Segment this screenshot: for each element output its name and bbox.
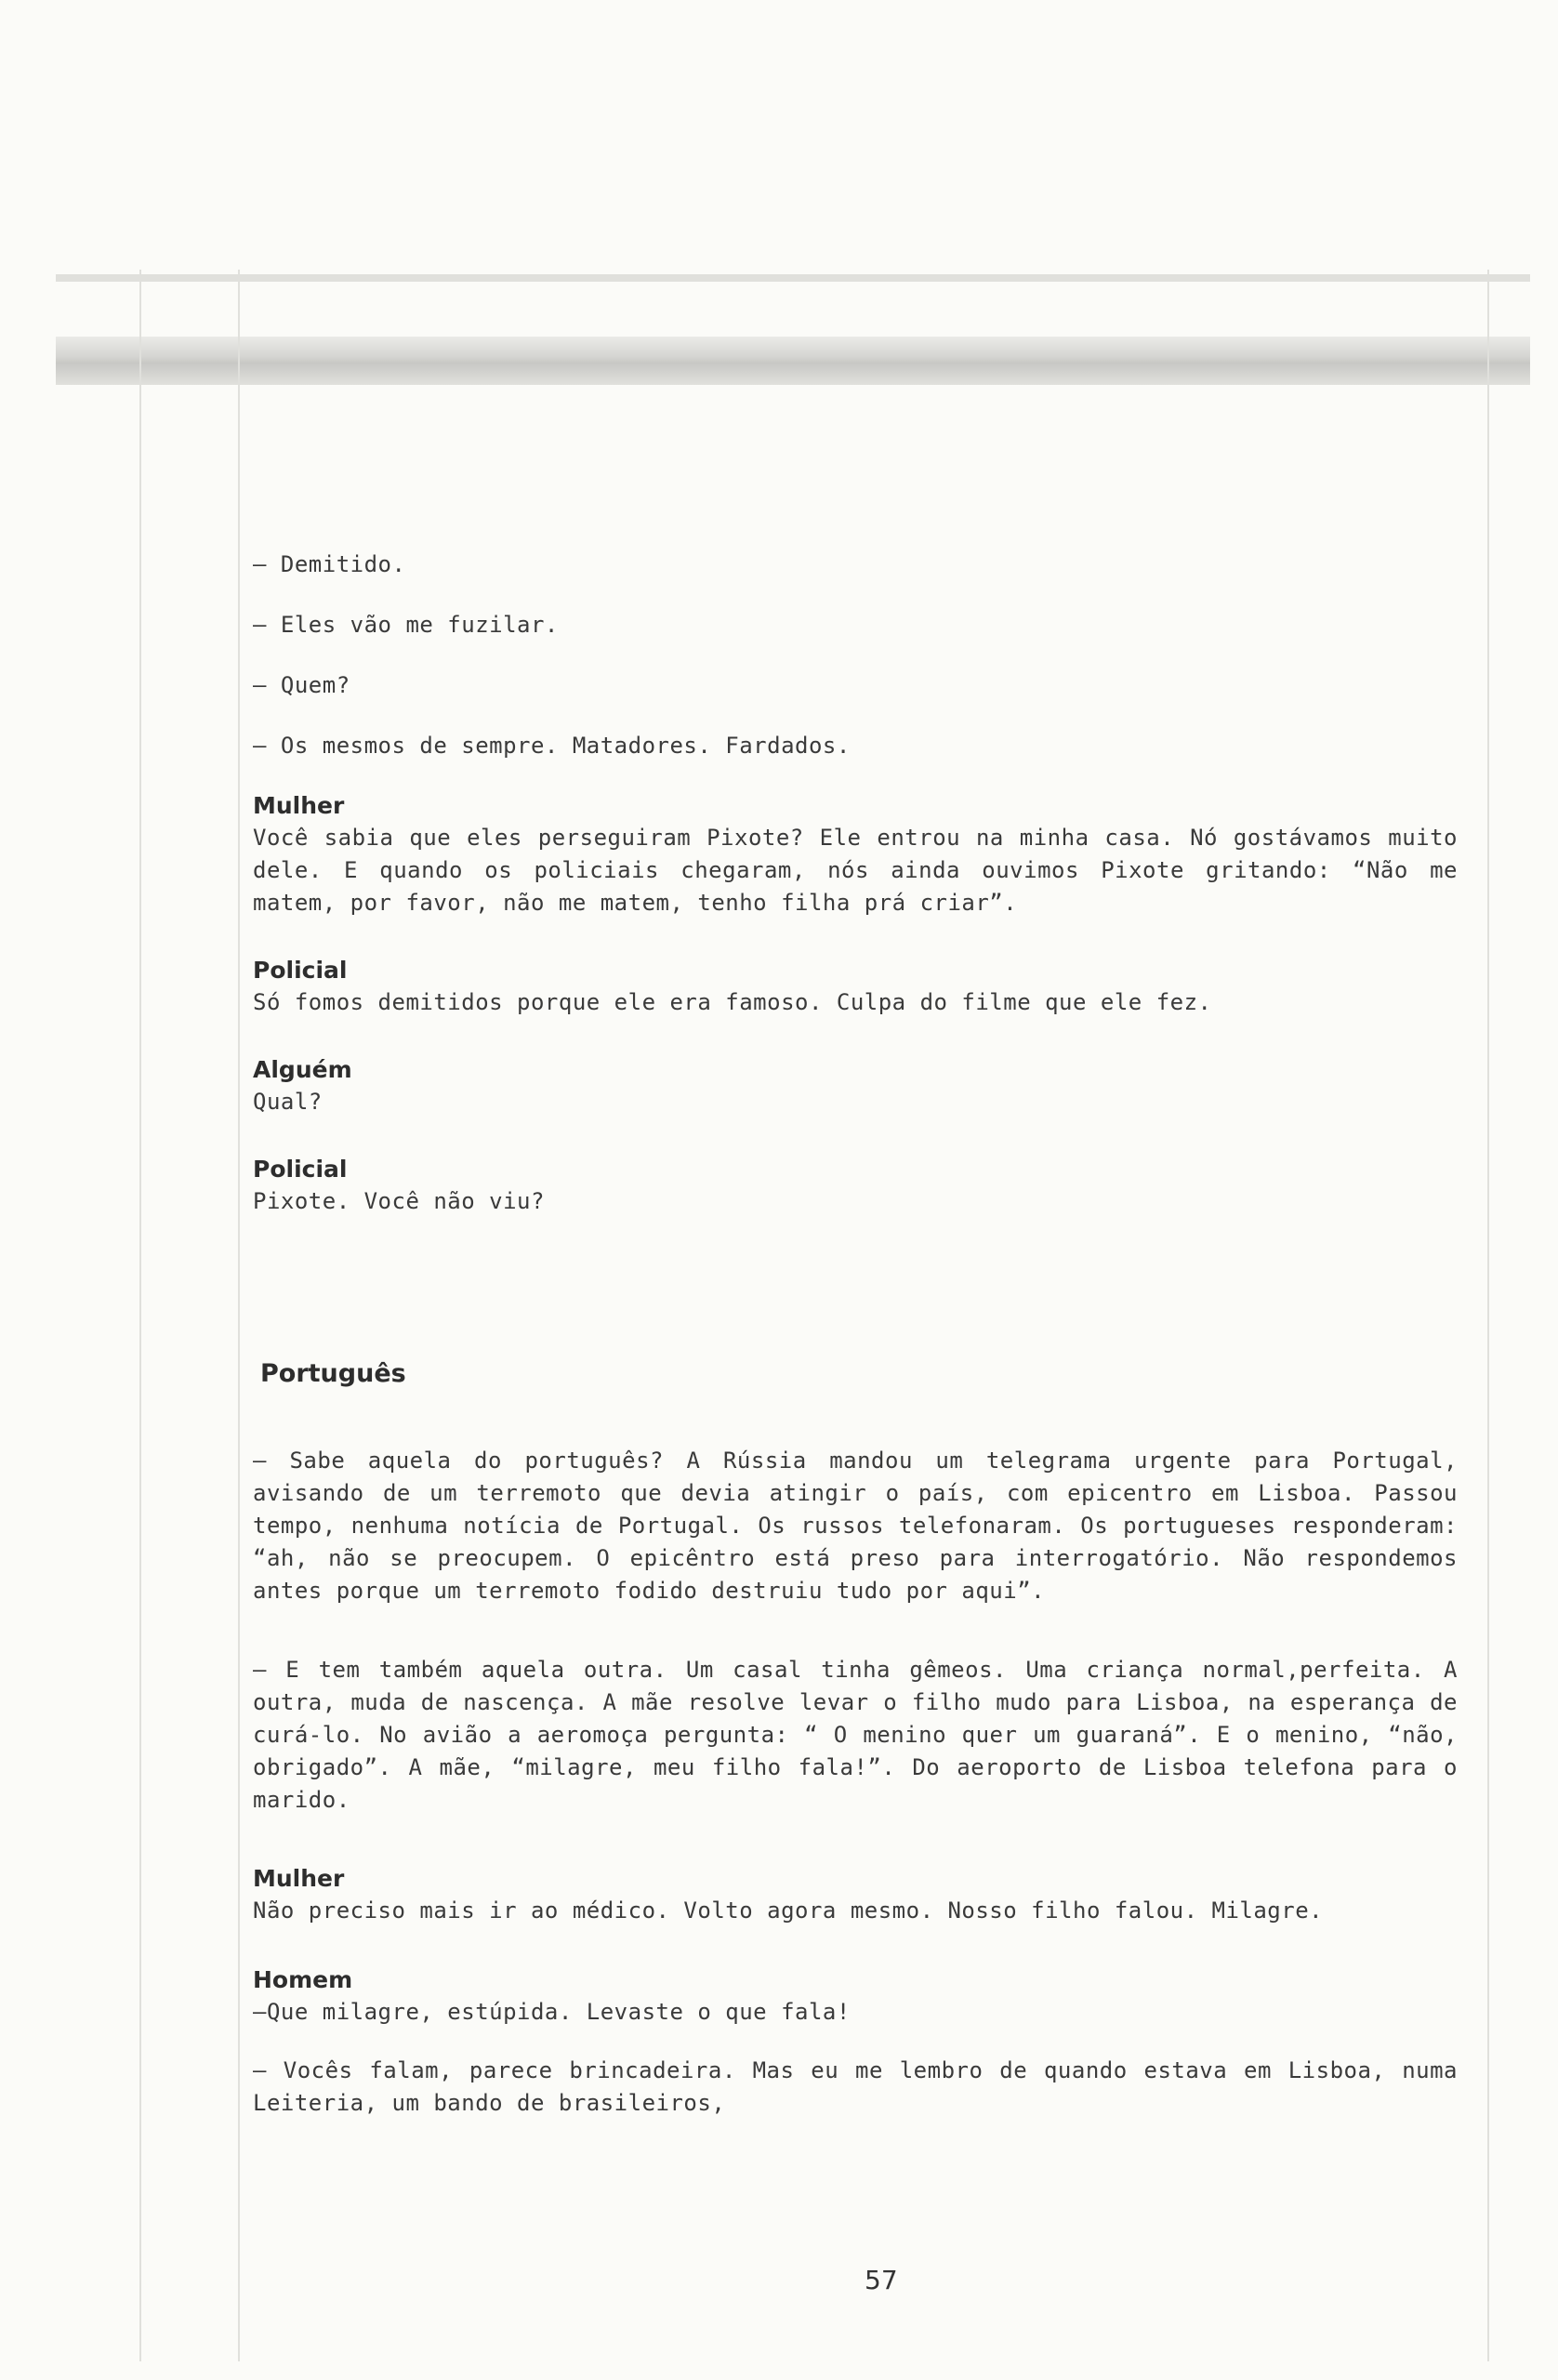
speech-text: Não preciso mais ir ao médico. Volto agora mesmo. Nosso filho falou. Milagre. [253,1897,1324,1924]
speaker-name: Policial [253,1156,348,1183]
speech-text: Só fomos demitidos porque ele era famoso. Culpa do filme que ele fez. [253,989,1212,1015]
dialogue-lines [253,549,1458,762]
dialogue-line: – Eles vão me fuzilar. [253,612,559,638]
speech-block [253,1054,1458,1118]
speaker-name: Policial [253,957,348,984]
speech-block [253,1154,1458,1218]
margin-line [139,270,141,2361]
paragraph-text: – E tem também aquela outra. Um casal tinha gêmeos. Uma criança normal,perfeita. A outra, muda de nascença. A mãe resolve levar o filho mudo para Lisboa, na esperança de curá-lo. No avião a aeromoça pergunta: “ O menino quer um guaraná”. E o menino, “não, obrigado”. A mãe, “milagre, meu filho fala!”. Do aeroporto de Lisboa telefona para o marido. [253,1657,1472,1813]
dialogue-line: – Os mesmos de sempre. Matadores. Fardados. [253,733,851,759]
document-body [253,549,1472,2120]
speech-text: Pixote. Você não viu? [253,1188,545,1214]
speech-text: Você sabia que eles perseguiram Pixote? Ele entrou na minha casa. Nó gostávamos muito dele. E quando os policiais chegaram, nós ainda ouvimos Pixote gritando: “Não me matem, por favor, não me matem, tenho filha prá criar”. [253,825,1472,916]
speaker-name: Homem [253,1966,353,1993]
speaker-name: Alguém [253,1056,352,1083]
speech-text: Qual? [253,1089,323,1115]
speech-block [253,1863,1458,1927]
paragraph [253,2055,1472,2120]
paragraph [253,1445,1472,1607]
speech-block [253,790,1472,919]
scan-artifact-top [56,274,1530,282]
dialogue-line: – Demitido. [253,551,406,577]
page-number: 57 [865,2265,898,2295]
paragraph-text: – Sabe aquela do português? A Rússia mandou um telegrama urgente para Portugal, avisando de um terremoto que devia atingir o país, com epicentro em Lisboa. Passou tempo, nenhuma notícia de Portugal. Os russos telefonaram. Os portugueses responderam: “ah, não se preocupem. O epicêntro está preso para interrogatório. Não respondemos antes porque um terremoto fodido destruiu tudo por aqui”. [253,1448,1472,1604]
speaker-name: Mulher [253,1865,345,1892]
section-title: Português [260,1359,406,1388]
speech-block [253,955,1458,1019]
scan-artifact-bar [56,337,1530,385]
speaker-name: Mulher [253,792,345,819]
margin-line [1487,270,1489,2361]
paragraph-text: – Vocês falam, parece brincadeira. Mas eu me lembro de quando estava em Lisboa, numa Leiteria, um bando de brasileiros, [253,2057,1472,2116]
margin-line [238,270,240,2361]
dialogue-line: – Quem? [253,672,350,698]
speech-block [253,1964,1458,2029]
speech-text: –Que milagre, estúpida. Levaste o que fala! [253,1999,851,2025]
paragraph [253,1654,1472,1817]
